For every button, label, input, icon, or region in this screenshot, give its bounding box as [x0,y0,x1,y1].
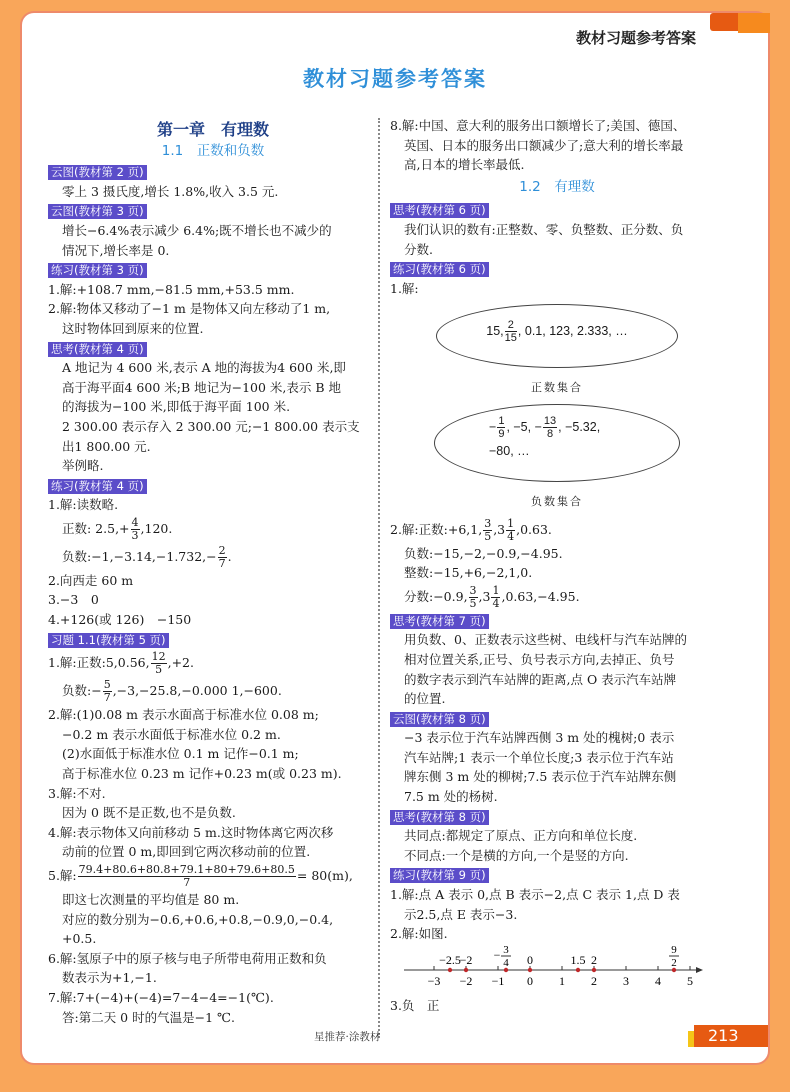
answer-text: 相对位置关系,正号、负号表示方向,去掉正、负号 [404,651,675,667]
answer-line [48,649,378,677]
answer-text: 2.解:物体又移动了−1 m 是物体又向左移动了1 m, [48,301,331,317]
point-marker [464,968,468,972]
answer-text: 负数:−1,−3.14,−1.732,− [62,548,217,564]
answer-text: = 80(m), [296,868,353,883]
point-label: 3 [503,943,509,956]
tick-label: 0 [527,973,533,988]
point-label: 2 [591,952,597,967]
answer-text: 4.解:表示物体又向前移动 5 m.这时物体离它两次移 [48,824,334,840]
answer-text: 1.解:点 A 表示 0,点 B 表示−2,点 C 表示 1,点 D 表 [390,887,680,903]
exercise-badge: 云图(教材第 2 页) [48,165,147,180]
answer-text: 3.−3 0 [48,592,99,608]
page-number: 213 [694,1025,768,1047]
answer-text: 8.解:中国、意大利的服务出口额增长了;美国、德国、 [390,118,686,133]
answer-text: 汽车站牌;1 表示一个单位长度;3 表示位于汽车站 [404,749,674,765]
answer-text: 这时物体回到原来的位置. [62,320,204,336]
answer-text: 数表示为+1,−1. [62,970,157,986]
answer-text: 英国、日本的服务出口额减少了;意大利的增长率最 [404,137,684,153]
tick-label: 5 [687,973,693,988]
answer-text: 1.解:读数略. [48,497,119,513]
answer-line: 2.解:正数:+6,1, $\frac{3}{5}$ ,3 $\frac{1}{4}$ ,0.63. [390,516,552,543]
point-label: −2.5 [439,952,461,967]
running-head: 教材习题参考答案 [575,29,696,47]
page [22,13,768,1063]
answer-text: . [227,548,232,564]
answer-text: 高于标准水位 0.23 m 记作+0.23 m(或 0.23 m). [62,766,342,782]
answer-text: 7.5 m 处的杨树. [404,789,498,805]
answer-text: ,120. [140,520,173,536]
answer-text: 不同点:一个是横的方向,一个是竖的方向. [404,847,629,863]
answer-text: −3 表示位于汽车站牌西侧 3 m 处的槐树;0 表示 [404,730,675,746]
answer-text: 2.解:(1)0.08 m 表示水面高于标准水位 0.08 m; [48,707,319,723]
positive-set-ellipse [436,304,678,368]
answer-text: 的位置. [404,691,446,707]
exercise-badge: 思考(教材第 6 页) [390,203,489,218]
answer-text: 牌东侧 3 m 处的柳树;7.5 表示位于汽车站牌东侧 [404,769,677,785]
exercise-badge: 习题 1.1(教材第 5 页) [48,633,169,648]
point-label: − [493,947,501,962]
answer-text: 负数:− [62,683,102,699]
tick-label: −1 [491,973,505,988]
answer-text: 的海拔为−100 米,即低于海平面 100 米. [62,399,291,415]
answer-text: 6.解:氢原子中的原子核与电子所带电荷用正数和负 [48,950,327,966]
section-title: 1.1 正数和负数 [161,142,265,159]
tick-label: 4 [655,973,661,988]
point-label: 4 [503,956,509,969]
tick-label: −3 [427,973,441,988]
page-title: 教材习题参考答案 [303,66,487,91]
answer-text: 负数:−15,−2,−0.9,−4.95. [404,545,563,561]
tick-label: 2 [591,973,597,988]
answer-text: 对应的数分别为−0.6,+0.6,+0.8,−0.9,0,−0.4, [62,911,334,927]
answer-line: 分数:−0.9, $\frac{3}{5}$ ,3 $\frac{1}{4}$ ,0.63,−4.95. [404,583,580,610]
answer-text: 高,日本的增长率最低. [404,157,525,173]
answer-line [48,515,378,543]
answer-text: 高于海平面4 600 米;B 地记为−100 米,表示 B 地 [62,379,342,395]
tick-label: 3 [623,973,629,988]
answer-text: 2 300.00 表示存入 2 300.00 元;−1 800.00 表示支 [62,418,360,434]
exercise-badge: 云图(教材第 3 页) [48,204,147,219]
answer-text: 分数. [404,241,433,257]
answer-line [48,862,378,890]
answer-text: A 地记为 4 600 米,表示 A 地的海拔为4 600 米,即 [62,360,346,376]
exercise-badge: 思考(教材第 7 页) [390,614,489,629]
answer-text: 动前的位置 0 m,即回到它两次移动前的位置. [62,844,311,860]
answer-text: 增长−6.4%表示减少 6.4%;既不增长也不减少的 [62,222,332,238]
point-label: 9 [671,943,677,956]
answer-line [48,543,378,571]
fraction: $\frac{79.4+80.6+80.8+79.1+80+79.6+80.5}{7}$ [78,863,295,889]
answer-text: 答:第二天 0 时的气温是−1 ℃. [62,1009,235,1025]
point-marker [576,968,580,972]
answer-text: +0.5. [62,931,97,947]
answer-text: 情况下,增长率是 0. [62,242,170,258]
section-title: 1.2 有理数 [519,178,595,195]
answer-text: 共同点:都规定了原点、正方向和单位长度. [404,828,638,844]
axis-arrow [696,967,703,973]
point-label: 0 [527,952,533,967]
exercise-badge: 练习(教材第 9 页) [390,868,489,883]
point-label: 2 [671,956,677,969]
answer-text: −0.2 m 表示水面低于标准水位 0.2 m. [62,726,281,742]
fraction: $\frac{12}{5}$ [151,650,166,677]
point-marker [448,968,452,972]
answer-text: 4.+126(或 126) −150 [48,612,192,628]
answer-text: 5.解: [48,868,77,883]
exercise-badge: 云图(教材第 8 页) [390,712,489,727]
answer-line [48,677,378,705]
answer-text: (2)水面低于标准水位 0.1 m 记作−0.1 m; [62,746,299,762]
point-label: 1.5 [570,952,586,967]
answer-text: 3.解:不对. [48,785,106,801]
exercise-badge: 思考(教材第 4 页) [48,342,147,357]
negative-set-content: − $\frac{1}{9}$ , −5, − $\frac{13}{8}$ , −5.32, −80, … [489,414,601,458]
exercise-badge: 练习(教材第 4 页) [48,479,147,494]
column-divider [378,118,380,1038]
corner-tab-decoration [710,13,770,33]
exercise-badge: 练习(教材第 6 页) [390,262,489,277]
tick-label: 1 [559,973,565,988]
page-number-tab [688,1025,768,1047]
answer-text: 2.向西走 60 m [48,572,134,588]
answer-text: 整数:−15,+6,−2,1,0. [404,565,533,581]
number-line [404,944,704,996]
negative-set-label: 负数集合 [531,494,583,508]
answer-text: 1.解:正数:5,0.56, [48,655,150,671]
answer-text: 正数: 2.5,+ [62,520,130,536]
fraction: $\frac{4}{3}$ [131,515,139,542]
answer-text: ,−3,−25.8,−0.000 1,−600. [112,683,282,699]
tick-label: −2 [459,973,473,988]
answer-text: 3.负 正 [390,997,440,1013]
point-label: −2 [459,952,473,967]
answer-text: 即这七次测量的平均值是 80 m. [62,892,240,907]
answer-text: 因为 0 既不是正数,也不是负数. [62,805,236,821]
answer-text: 2.解:如图. [390,926,448,942]
chapter-title: 第一章 有理数 [156,120,269,139]
answer-text: 1.解: [390,280,419,296]
answer-text: 出1 800.00 元. [62,438,151,454]
point-marker [528,968,532,972]
answer-text: 零上 3 摄氏度,增长 1.8%,收入 3.5 元. [62,183,279,199]
answer-text: 举例略. [62,458,104,474]
answer-text: ,+2. [167,655,194,671]
exercise-badge: 思考(教材第 8 页) [390,810,489,825]
fraction: $\frac{5}{7}$ [103,678,111,705]
exercise-badge: 练习(教材第 3 页) [48,263,147,278]
positive-set-label: 正数集合 [531,381,583,395]
fraction: $\frac{2}{7}$ [218,543,226,570]
footer-publisher: 星推荐·涂教材 [314,1031,381,1043]
answer-text: 示2.5,点 E 表示−3. [404,906,518,922]
answer-text: 用负数、0、正数表示这些树、电线杆与汽车站牌的 [404,632,687,648]
answer-text: 1.解:+108.7 mm,−81.5 mm,+53.5 mm. [48,281,295,297]
negative-set-ellipse [434,404,680,482]
point-marker [592,968,596,972]
answer-text: 的数字表示到汽车站牌的距离,点 O 表示汽车站牌 [404,671,677,687]
left-column [48,116,378,1027]
right-column [390,116,724,1015]
answer-text: 7.解:7+(−4)+(−4)=7−4−4=−1(℃). [48,989,274,1005]
positive-set-content: 15, $\frac{2}{15}$ , 0.1, 123, 2.333, … [486,319,628,345]
answer-text: 我们认识的数有:正整数、零、负整数、正分数、负 [404,221,684,237]
